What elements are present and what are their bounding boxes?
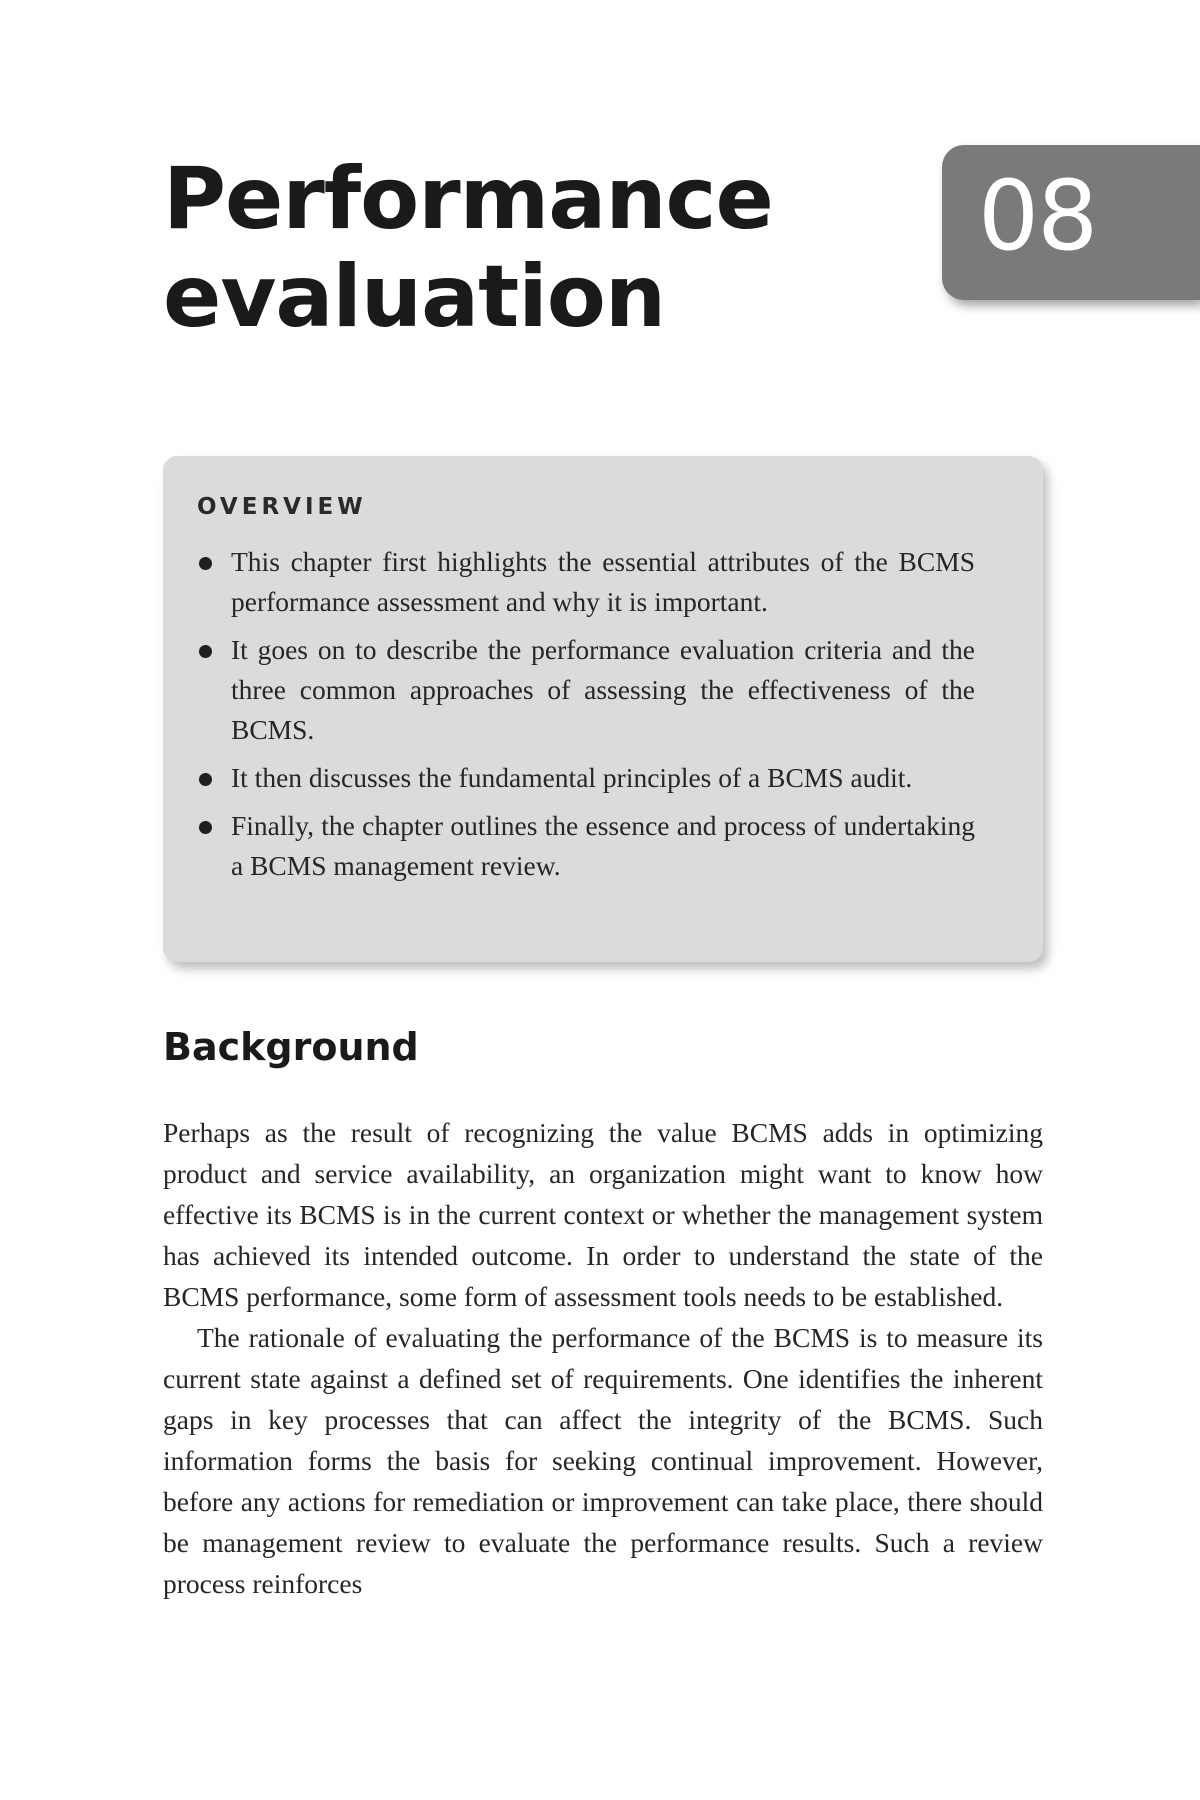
- overview-item-text: This chapter first highlights the essential attributes of the BCMS performance assessment and why it is important.: [231, 546, 975, 617]
- chapter-title: [163, 150, 773, 346]
- chapter-title-line-2: evaluation: [163, 247, 666, 347]
- body-text: [163, 1112, 1043, 1645]
- overview-item: [197, 758, 975, 798]
- overview-item-text: It then discusses the fundamental principles of a BCMS audit.: [231, 762, 913, 793]
- section-heading-background: Background: [163, 1025, 419, 1069]
- body-paragraph: Perhaps as the result of recognizing the value BCMS adds in optimizing product and service availability, an organization might want to know how effective its BCMS is in the current context or whether the management system has achieved its intended outcome. In order to understand the state of the BCMS performance, some form of assessment tools needs to be established.: [163, 1117, 1043, 1312]
- chapter-title-line-1: Performance: [163, 149, 773, 249]
- overview-item: [197, 630, 975, 750]
- overview-item-text: Finally, the chapter outlines the essence and process of undertaking a BCMS management review.: [231, 810, 975, 881]
- chapter-number-tab: [942, 145, 1200, 300]
- bullet-icon: [199, 557, 212, 570]
- bullet-icon: [199, 821, 212, 834]
- body-paragraph: The rationale of evaluating the performance of the BCMS is to measure its current state against a defined set of requirements. One identifies the inherent gaps in key processes that can affect the integrity of the BCMS. Such information forms the basis for seeking continual improvement. However, before any actions for remediation or improvement can take place, there should be management review to evaluate the performance results. Such a review process reinforces: [163, 1322, 1043, 1599]
- overview-list: [197, 542, 975, 886]
- overview-item-text: It goes on to describe the performance evaluation criteria and the three common approaches of assessing the effectiveness of the BCMS.: [231, 634, 975, 745]
- overview-item: [197, 806, 975, 886]
- overview-box: [163, 456, 1043, 962]
- chapter-number: 08: [978, 160, 1097, 272]
- overview-heading: OVERVIEW: [197, 494, 367, 520]
- overview-item: [197, 542, 975, 622]
- bullet-icon: [199, 645, 212, 658]
- bullet-icon: [199, 773, 212, 786]
